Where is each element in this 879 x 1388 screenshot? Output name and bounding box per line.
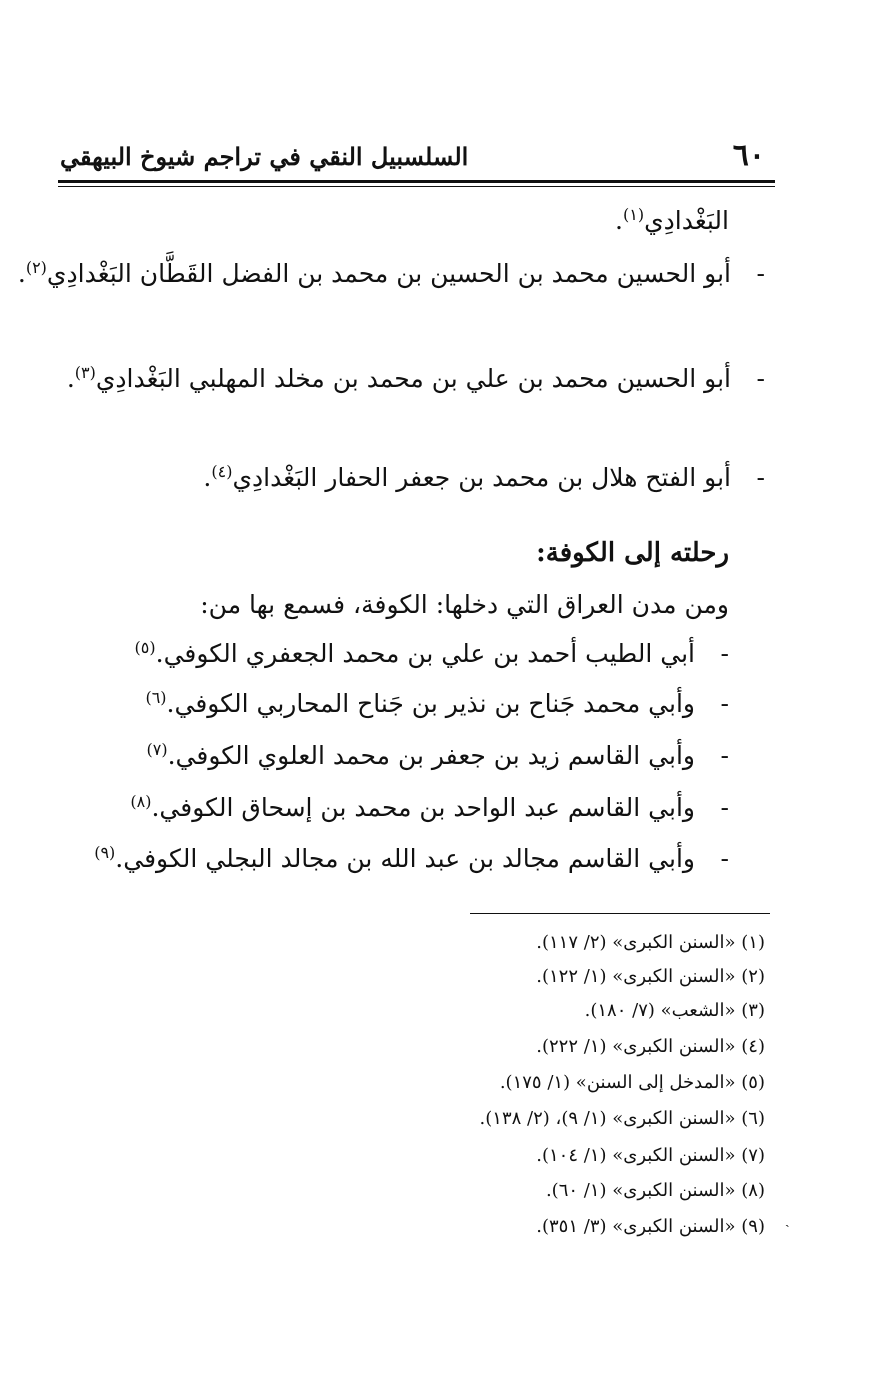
header-rule-thin: [58, 186, 775, 187]
entry-text: أبو الحسين محمد بن علي بن محمد بن مخلد المهلبي البَغْدادِي: [95, 364, 731, 393]
footnote: (٨) «السنن الكبرى» (١/ ٦٠).: [545, 1180, 765, 1201]
period: .: [203, 463, 212, 492]
list-dash: -: [720, 793, 729, 822]
ink-speck: ˏ: [785, 1212, 790, 1228]
footnote: (٣) «الشعب» (٧/ ١٨٠).: [584, 1000, 765, 1021]
period: .: [615, 206, 623, 235]
entry-text: أبو الفتح هلال بن محمد بن جعفر الحفار البَغْدادِي: [232, 463, 731, 492]
entry-text: وأبي القاسم مجالد بن عبد الله بن مجالد البجلي الكوفي.: [115, 844, 695, 873]
running-title: السلسبيل النقي في تراجم شيوخ البيهقي: [60, 142, 469, 171]
footnote: (٧) «السنن الكبرى» (١/ ١٠٤).: [536, 1145, 765, 1166]
baghdad-entry: [18, 258, 765, 288]
kufa-entry: [145, 688, 729, 718]
footnote-separator: [470, 913, 770, 914]
section-heading-kufa: رحلته إلى الكوفة:: [536, 538, 729, 568]
footnote-ref: (٦): [145, 688, 167, 707]
list-dash: -: [720, 689, 729, 718]
kufa-entry: [147, 740, 730, 770]
footnote-ref: (١): [622, 205, 645, 224]
footnote: (٢) «السنن الكبرى» (١/ ١٢٢).: [536, 966, 765, 987]
entry-text: وأبي القاسم زيد بن جعفر بن محمد العلوي الكوفي.: [167, 741, 695, 770]
period: .: [17, 259, 26, 288]
footnote-ref: (٥): [134, 638, 156, 657]
kufa-entry: [130, 792, 729, 822]
entry-text: وأبي محمد جَناح بن نذير بن جَناح المحاربي الكوفي.: [166, 689, 695, 718]
list-dash: -: [720, 741, 729, 770]
entry-text: أبي الطيب أحمد بن علي بن محمد الجعفري الكوفي.: [155, 639, 695, 668]
entry-text: وأبي القاسم عبد الواحد بن محمد بن إسحاق الكوفي.: [151, 793, 695, 822]
list-dash: -: [756, 463, 765, 492]
baghdad-entry: [203, 462, 765, 492]
list-dash: -: [720, 639, 729, 668]
kufa-entry: [94, 843, 729, 873]
footnote-ref: (٢): [25, 258, 47, 277]
baghdad-entry: [67, 363, 765, 393]
footnote-ref: (٨): [130, 792, 152, 811]
continuation-text: البَغْدادِي: [644, 206, 729, 235]
list-dash: -: [756, 364, 765, 393]
footnote: (١) «السنن الكبرى» (٢/ ١١٧).: [536, 932, 765, 953]
page-number: ٦٠: [732, 138, 765, 173]
period: .: [66, 364, 75, 393]
continuation-line: [615, 205, 729, 235]
entry-text: أبو الحسين محمد بن الحسين بن محمد بن الفضل القَطَّان البَغْدادِي: [46, 259, 731, 288]
footnote: (٥) «المدخل إلى السنن» (١/ ١٧٥).: [499, 1072, 765, 1093]
list-dash: -: [720, 844, 729, 873]
footnote-ref: (٩): [94, 843, 116, 862]
kufa-intro: ومن مدن العراق التي دخلها: الكوفة، فسمع بها من:: [200, 590, 729, 619]
footnote: (٩) «السنن الكبرى» (٣/ ٣٥١).: [536, 1216, 765, 1237]
list-dash: -: [756, 259, 765, 288]
footnote: (٦) «السنن الكبرى» (١/ ٩)، (٢/ ١٣٨).: [479, 1108, 765, 1129]
footnote-ref: (٤): [211, 462, 233, 481]
footnote-ref: (٧): [146, 740, 168, 759]
kufa-entry: [135, 638, 729, 668]
header-rule-thick: [58, 180, 775, 183]
footnote: (٤) «السنن الكبرى» (١/ ٢٢٢).: [536, 1036, 765, 1057]
footnote-ref: (٣): [74, 363, 96, 382]
